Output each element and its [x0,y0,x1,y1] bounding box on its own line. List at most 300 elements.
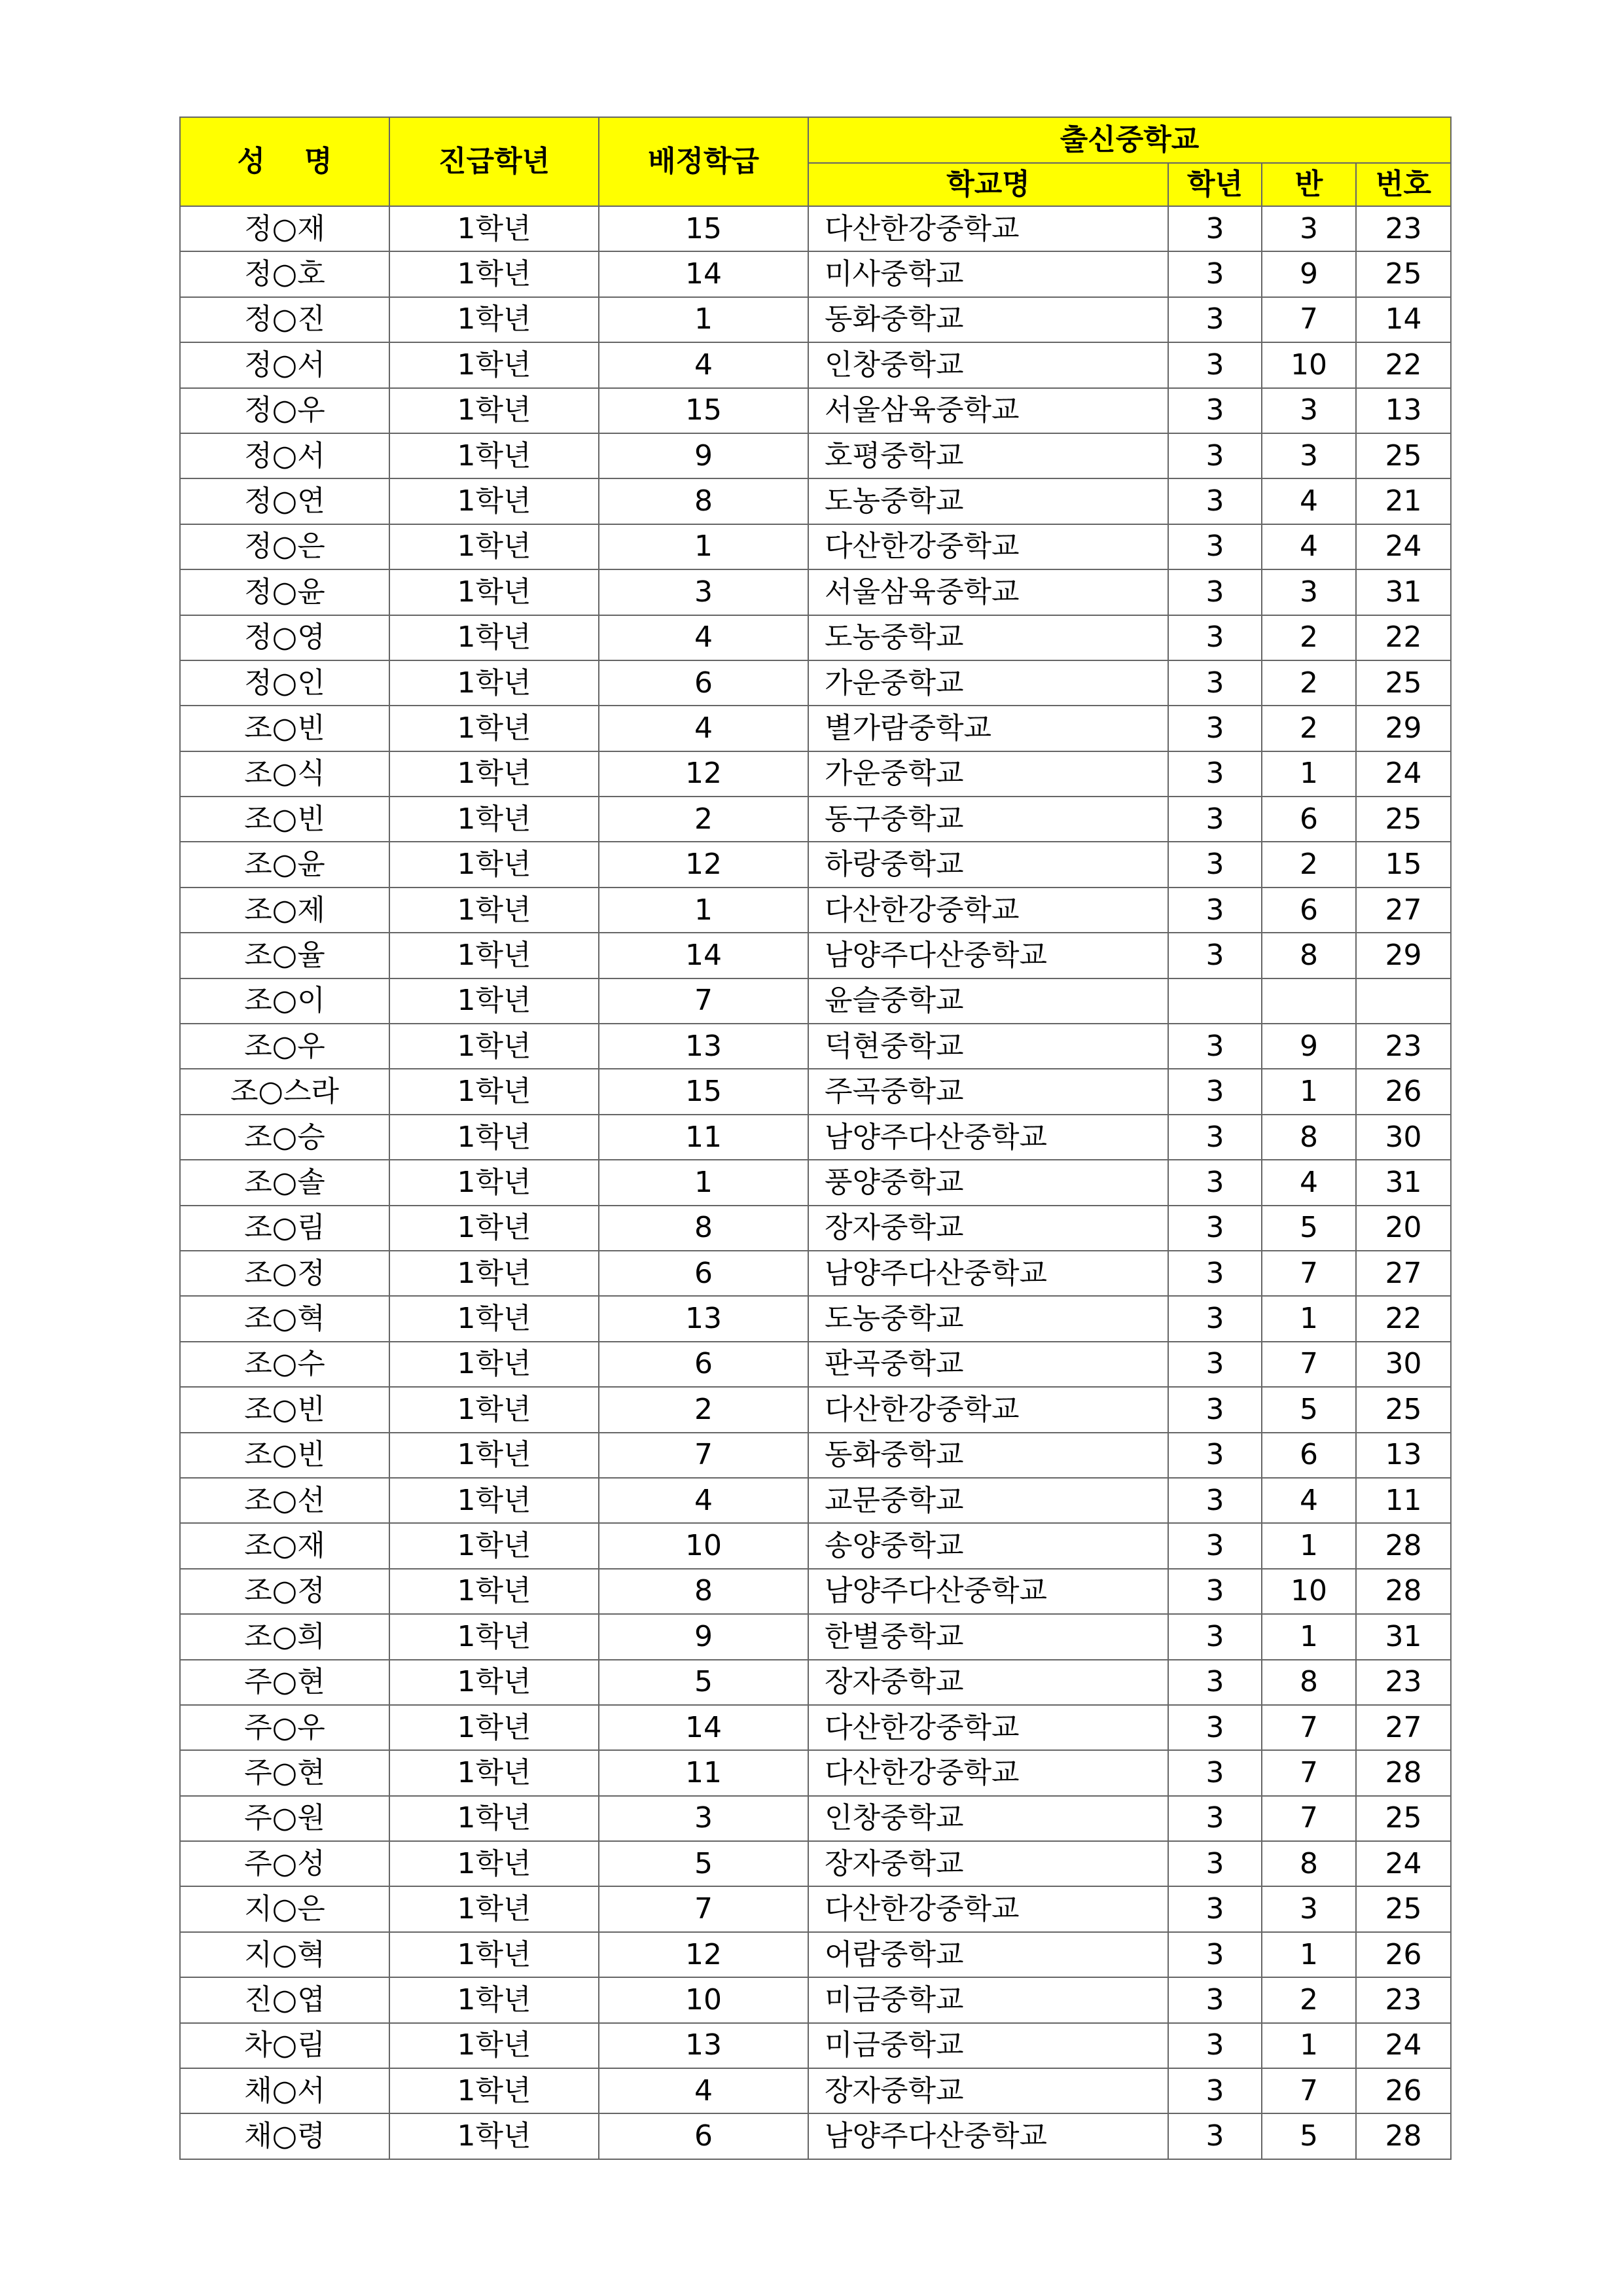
cell-promoted-grade: 1학년 [389,1342,599,1387]
cell-assigned-class: 6 [599,1251,808,1296]
cell-assigned-class: 15 [599,206,808,251]
cell-school-grade [1168,978,1262,1024]
cell-school-number: 27 [1356,1705,1451,1750]
cell-assigned-class: 9 [599,433,808,478]
cell-promoted-grade: 1학년 [389,569,599,615]
cell-school-name: 장자중학교 [808,2068,1168,2113]
table-row [180,842,1451,887]
cell-promoted-grade: 1학년 [389,615,599,660]
cell-name: 정○서 [180,433,389,478]
cell-school-grade: 3 [1168,569,1262,615]
cell-assigned-class: 3 [599,1796,808,1841]
table-row [180,1069,1451,1114]
cell-promoted-grade: 1학년 [389,660,599,706]
cell-name: 채○서 [180,2068,389,2113]
table-row [180,524,1451,569]
cell-school-number: 23 [1356,1977,1451,2022]
cell-school-class: 10 [1262,342,1356,387]
table-body [180,206,1451,2159]
cell-school-class: 7 [1262,1750,1356,1795]
cell-school-number [1356,978,1451,1024]
table-row [180,1115,1451,1160]
cell-school-number: 25 [1356,797,1451,842]
cell-school-number: 24 [1356,524,1451,569]
cell-school-class: 9 [1262,1024,1356,1069]
cell-school-grade: 3 [1168,660,1262,706]
cell-name: 조○스라 [180,1069,389,1114]
cell-name: 조○희 [180,1614,389,1659]
cell-promoted-grade: 1학년 [389,524,599,569]
cell-school-class: 5 [1262,2113,1356,2159]
cell-school-grade: 3 [1168,1478,1262,1523]
cell-school-number: 24 [1356,1841,1451,1886]
header-school-class: 반 [1262,163,1356,206]
cell-assigned-class: 11 [599,1750,808,1795]
cell-school-class: 7 [1262,2068,1356,2113]
cell-school-name: 동구중학교 [808,797,1168,842]
cell-school-class: 2 [1262,706,1356,751]
cell-school-name: 인창중학교 [808,1796,1168,1841]
cell-assigned-class: 7 [599,1886,808,1931]
cell-school-class: 4 [1262,524,1356,569]
cell-promoted-grade: 1학년 [389,1251,599,1296]
cell-name: 정○진 [180,297,389,342]
cell-school-class: 8 [1262,1115,1356,1160]
cell-school-grade: 3 [1168,1750,1262,1795]
table-row [180,1160,1451,1205]
cell-school-class: 1 [1262,1932,1356,1977]
cell-school-number: 28 [1356,1523,1451,1568]
table-row [180,342,1451,387]
table-row [180,615,1451,660]
cell-name: 채○령 [180,2113,389,2159]
cell-school-name: 다산한강중학교 [808,1387,1168,1432]
table-row [180,706,1451,751]
cell-school-number: 26 [1356,1069,1451,1114]
cell-name: 조○우 [180,1024,389,1069]
cell-school-name: 도농중학교 [808,1296,1168,1341]
cell-school-class: 5 [1262,1387,1356,1432]
header-promoted-grade: 진급학년 [389,117,599,206]
cell-promoted-grade: 1학년 [389,342,599,387]
cell-school-name: 남양주다산중학교 [808,1115,1168,1160]
table-row [180,388,1451,433]
table-row [180,1660,1451,1705]
cell-promoted-grade: 1학년 [389,842,599,887]
cell-school-class: 1 [1262,1069,1356,1114]
cell-school-class: 6 [1262,797,1356,842]
cell-name: 주○현 [180,1660,389,1705]
cell-name: 조○승 [180,1115,389,1160]
header-school-number: 번호 [1356,163,1451,206]
cell-school-class: 2 [1262,660,1356,706]
cell-promoted-grade: 1학년 [389,1433,599,1478]
cell-school-grade: 3 [1168,1296,1262,1341]
cell-school-grade: 3 [1168,433,1262,478]
cell-school-class: 4 [1262,1478,1356,1523]
table-row [180,1614,1451,1659]
cell-name: 조○빈 [180,1433,389,1478]
cell-promoted-grade: 1학년 [389,1160,599,1205]
cell-name: 지○혁 [180,1932,389,1977]
cell-school-class: 1 [1262,2023,1356,2068]
cell-school-grade: 3 [1168,1796,1262,1841]
table-row [180,660,1451,706]
cell-assigned-class: 13 [599,2023,808,2068]
table-row [180,206,1451,251]
table-row [180,1387,1451,1432]
table-row [180,797,1451,842]
cell-assigned-class: 4 [599,1478,808,1523]
cell-school-number: 23 [1356,1660,1451,1705]
cell-promoted-grade: 1학년 [389,1750,599,1795]
cell-promoted-grade: 1학년 [389,2023,599,2068]
cell-school-grade: 3 [1168,1660,1262,1705]
cell-promoted-grade: 1학년 [389,206,599,251]
cell-school-grade: 3 [1168,1387,1262,1432]
cell-school-number: 25 [1356,1796,1451,1841]
cell-name: 정○호 [180,251,389,296]
cell-assigned-class: 13 [599,1024,808,1069]
cell-school-number: 26 [1356,1932,1451,1977]
cell-school-name: 하랑중학교 [808,842,1168,887]
cell-assigned-class: 12 [599,751,808,797]
cell-assigned-class: 5 [599,1660,808,1705]
cell-name: 조○재 [180,1523,389,1568]
cell-school-number: 30 [1356,1342,1451,1387]
cell-assigned-class: 10 [599,1523,808,1568]
cell-name: 조○이 [180,978,389,1024]
cell-name: 조○윤 [180,842,389,887]
cell-school-class [1262,978,1356,1024]
cell-assigned-class: 2 [599,1387,808,1432]
cell-school-name: 도농중학교 [808,478,1168,524]
cell-school-grade: 3 [1168,933,1262,978]
cell-school-class: 8 [1262,933,1356,978]
cell-school-name: 남양주다산중학교 [808,1569,1168,1614]
cell-school-number: 25 [1356,433,1451,478]
cell-school-class: 7 [1262,1342,1356,1387]
table-row [180,1478,1451,1523]
cell-school-name: 서울삼육중학교 [808,569,1168,615]
cell-name: 정○재 [180,206,389,251]
table-row [180,888,1451,933]
cell-promoted-grade: 1학년 [389,1796,599,1841]
cell-assigned-class: 8 [599,478,808,524]
cell-school-name: 남양주다산중학교 [808,933,1168,978]
cell-school-number: 22 [1356,1296,1451,1341]
cell-school-name: 도농중학교 [808,615,1168,660]
cell-school-class: 8 [1262,1660,1356,1705]
cell-school-class: 2 [1262,1977,1356,2022]
cell-assigned-class: 14 [599,933,808,978]
cell-assigned-class: 6 [599,2113,808,2159]
cell-school-class: 8 [1262,1841,1356,1886]
cell-school-number: 25 [1356,1387,1451,1432]
table-row [180,1296,1451,1341]
header-assigned-class: 배정학급 [599,117,808,206]
cell-school-number: 28 [1356,1569,1451,1614]
cell-school-number: 20 [1356,1206,1451,1251]
header-school-name: 학교명 [808,163,1168,206]
table-row [180,2113,1451,2159]
cell-school-grade: 3 [1168,1024,1262,1069]
cell-school-name: 남양주다산중학교 [808,2113,1168,2159]
table-row [180,2023,1451,2068]
cell-school-grade: 3 [1168,297,1262,342]
cell-promoted-grade: 1학년 [389,1296,599,1341]
cell-school-grade: 3 [1168,1433,1262,1478]
cell-school-number: 27 [1356,1251,1451,1296]
cell-school-grade: 3 [1168,842,1262,887]
cell-name: 주○원 [180,1796,389,1841]
cell-school-number: 22 [1356,615,1451,660]
cell-assigned-class: 4 [599,615,808,660]
cell-school-grade: 3 [1168,1251,1262,1296]
table-row [180,751,1451,797]
cell-name: 정○인 [180,660,389,706]
cell-promoted-grade: 1학년 [389,478,599,524]
cell-school-number: 28 [1356,2113,1451,2159]
cell-promoted-grade: 1학년 [389,797,599,842]
cell-school-name: 다산한강중학교 [808,524,1168,569]
cell-assigned-class: 14 [599,1705,808,1750]
cell-promoted-grade: 1학년 [389,1569,599,1614]
table-row [180,1841,1451,1886]
cell-name: 정○연 [180,478,389,524]
table-row [180,1569,1451,1614]
cell-school-number: 14 [1356,297,1451,342]
cell-promoted-grade: 1학년 [389,751,599,797]
cell-school-name: 호평중학교 [808,433,1168,478]
cell-school-grade: 3 [1168,1886,1262,1931]
header-origin-school: 출신중학교 [808,117,1451,163]
cell-school-name: 한별중학교 [808,1614,1168,1659]
cell-school-number: 21 [1356,478,1451,524]
cell-school-number: 23 [1356,1024,1451,1069]
cell-school-class: 7 [1262,1796,1356,1841]
cell-school-class: 10 [1262,1569,1356,1614]
table-row [180,1796,1451,1841]
cell-school-grade: 3 [1168,615,1262,660]
cell-school-grade: 3 [1168,2068,1262,2113]
cell-school-number: 31 [1356,569,1451,615]
cell-promoted-grade: 1학년 [389,251,599,296]
cell-school-name: 다산한강중학교 [808,1705,1168,1750]
cell-school-grade: 3 [1168,1115,1262,1160]
cell-assigned-class: 6 [599,1342,808,1387]
cell-name: 조○빈 [180,1387,389,1432]
cell-assigned-class: 4 [599,706,808,751]
cell-promoted-grade: 1학년 [389,297,599,342]
table-row [180,1024,1451,1069]
cell-name: 정○영 [180,615,389,660]
cell-promoted-grade: 1학년 [389,978,599,1024]
cell-school-number: 23 [1356,206,1451,251]
cell-school-grade: 3 [1168,1160,1262,1205]
cell-assigned-class: 4 [599,342,808,387]
cell-school-grade: 3 [1168,1614,1262,1659]
cell-school-grade: 3 [1168,524,1262,569]
cell-school-grade: 3 [1168,1841,1262,1886]
table-row [180,2068,1451,2113]
cell-assigned-class: 6 [599,660,808,706]
table-row [180,1750,1451,1795]
cell-school-grade: 3 [1168,1523,1262,1568]
cell-school-number: 25 [1356,660,1451,706]
cell-assigned-class: 8 [599,1206,808,1251]
cell-school-name: 다산한강중학교 [808,888,1168,933]
cell-name: 주○현 [180,1750,389,1795]
cell-promoted-grade: 1학년 [389,1115,599,1160]
cell-school-name: 송양중학교 [808,1523,1168,1568]
cell-promoted-grade: 1학년 [389,1977,599,2022]
cell-assigned-class: 1 [599,297,808,342]
cell-school-number: 31 [1356,1614,1451,1659]
cell-promoted-grade: 1학년 [389,1614,599,1659]
cell-school-grade: 3 [1168,1977,1262,2022]
cell-name: 정○우 [180,388,389,433]
cell-name: 지○은 [180,1886,389,1931]
cell-name: 정○은 [180,524,389,569]
cell-assigned-class: 11 [599,1115,808,1160]
cell-promoted-grade: 1학년 [389,1886,599,1931]
table-row [180,478,1451,524]
cell-school-name: 어람중학교 [808,1932,1168,1977]
cell-school-name: 장자중학교 [808,1841,1168,1886]
cell-school-class: 4 [1262,478,1356,524]
cell-promoted-grade: 1학년 [389,388,599,433]
cell-assigned-class: 9 [599,1614,808,1659]
cell-school-number: 11 [1356,1478,1451,1523]
cell-school-number: 26 [1356,2068,1451,2113]
cell-school-class: 3 [1262,433,1356,478]
cell-assigned-class: 15 [599,1069,808,1114]
cell-school-class: 3 [1262,206,1356,251]
cell-school-number: 30 [1356,1115,1451,1160]
cell-school-name: 장자중학교 [808,1660,1168,1705]
table-row [180,1433,1451,1478]
cell-name: 조○솔 [180,1160,389,1205]
student-assignment-table [179,117,1452,2160]
cell-promoted-grade: 1학년 [389,888,599,933]
cell-school-name: 가운중학교 [808,751,1168,797]
cell-school-class: 4 [1262,1160,1356,1205]
cell-name: 조○제 [180,888,389,933]
cell-assigned-class: 2 [599,797,808,842]
cell-school-class: 3 [1262,569,1356,615]
cell-assigned-class: 7 [599,978,808,1024]
cell-school-name: 인창중학교 [808,342,1168,387]
cell-school-class: 1 [1262,1614,1356,1659]
cell-name: 조○빈 [180,706,389,751]
cell-school-number: 29 [1356,933,1451,978]
cell-school-name: 서울삼육중학교 [808,388,1168,433]
cell-promoted-grade: 1학년 [389,433,599,478]
cell-school-number: 28 [1356,1750,1451,1795]
cell-school-class: 7 [1262,1705,1356,1750]
header-name: 성명 [180,117,389,206]
cell-school-number: 22 [1356,342,1451,387]
cell-school-name: 동화중학교 [808,1433,1168,1478]
cell-assigned-class: 5 [599,1841,808,1886]
cell-school-class: 7 [1262,1251,1356,1296]
cell-school-name: 가운중학교 [808,660,1168,706]
cell-name: 조○선 [180,1478,389,1523]
cell-name: 주○성 [180,1841,389,1886]
cell-school-class: 1 [1262,1296,1356,1341]
cell-name: 조○식 [180,751,389,797]
cell-assigned-class: 15 [599,388,808,433]
cell-school-grade: 3 [1168,2113,1262,2159]
cell-school-class: 5 [1262,1206,1356,1251]
table-row [180,1932,1451,1977]
cell-name: 정○윤 [180,569,389,615]
cell-school-name: 미금중학교 [808,1977,1168,2022]
cell-school-name: 별가람중학교 [808,706,1168,751]
cell-school-number: 31 [1356,1160,1451,1205]
cell-school-name: 윤슬중학교 [808,978,1168,1024]
cell-school-number: 27 [1356,888,1451,933]
cell-school-class: 3 [1262,1886,1356,1931]
cell-school-grade: 3 [1168,706,1262,751]
cell-school-name: 미금중학교 [808,2023,1168,2068]
cell-school-class: 6 [1262,888,1356,933]
table-row [180,1251,1451,1296]
cell-school-number: 25 [1356,1886,1451,1931]
table-row [180,297,1451,342]
cell-school-grade: 3 [1168,1342,1262,1387]
cell-school-name: 덕현중학교 [808,1024,1168,1069]
cell-name: 차○림 [180,2023,389,2068]
cell-school-grade: 3 [1168,1206,1262,1251]
cell-school-class: 6 [1262,1433,1356,1478]
cell-assigned-class: 10 [599,1977,808,2022]
cell-school-grade: 3 [1168,388,1262,433]
cell-school-number: 29 [1356,706,1451,751]
cell-name: 조○정 [180,1569,389,1614]
cell-school-grade: 3 [1168,1705,1262,1750]
cell-name: 조○림 [180,1206,389,1251]
cell-school-grade: 3 [1168,2023,1262,2068]
cell-school-class: 7 [1262,297,1356,342]
cell-promoted-grade: 1학년 [389,1024,599,1069]
cell-assigned-class: 7 [599,1433,808,1478]
cell-promoted-grade: 1학년 [389,1206,599,1251]
cell-school-name: 동화중학교 [808,297,1168,342]
cell-promoted-grade: 1학년 [389,1660,599,1705]
cell-name: 정○서 [180,342,389,387]
cell-school-class: 1 [1262,751,1356,797]
cell-assigned-class: 12 [599,1932,808,1977]
cell-school-grade: 3 [1168,251,1262,296]
cell-school-class: 3 [1262,388,1356,433]
cell-assigned-class: 14 [599,251,808,296]
cell-promoted-grade: 1학년 [389,1932,599,1977]
cell-promoted-grade: 1학년 [389,1478,599,1523]
cell-school-grade: 3 [1168,797,1262,842]
cell-name: 조○율 [180,933,389,978]
cell-school-grade: 3 [1168,342,1262,387]
cell-school-name: 주곡중학교 [808,1069,1168,1114]
cell-assigned-class: 12 [599,842,808,887]
cell-school-grade: 3 [1168,1932,1262,1977]
cell-promoted-grade: 1학년 [389,2068,599,2113]
cell-promoted-grade: 1학년 [389,933,599,978]
cell-school-name: 미사중학교 [808,251,1168,296]
cell-school-name: 장자중학교 [808,1206,1168,1251]
table-row [180,1705,1451,1750]
